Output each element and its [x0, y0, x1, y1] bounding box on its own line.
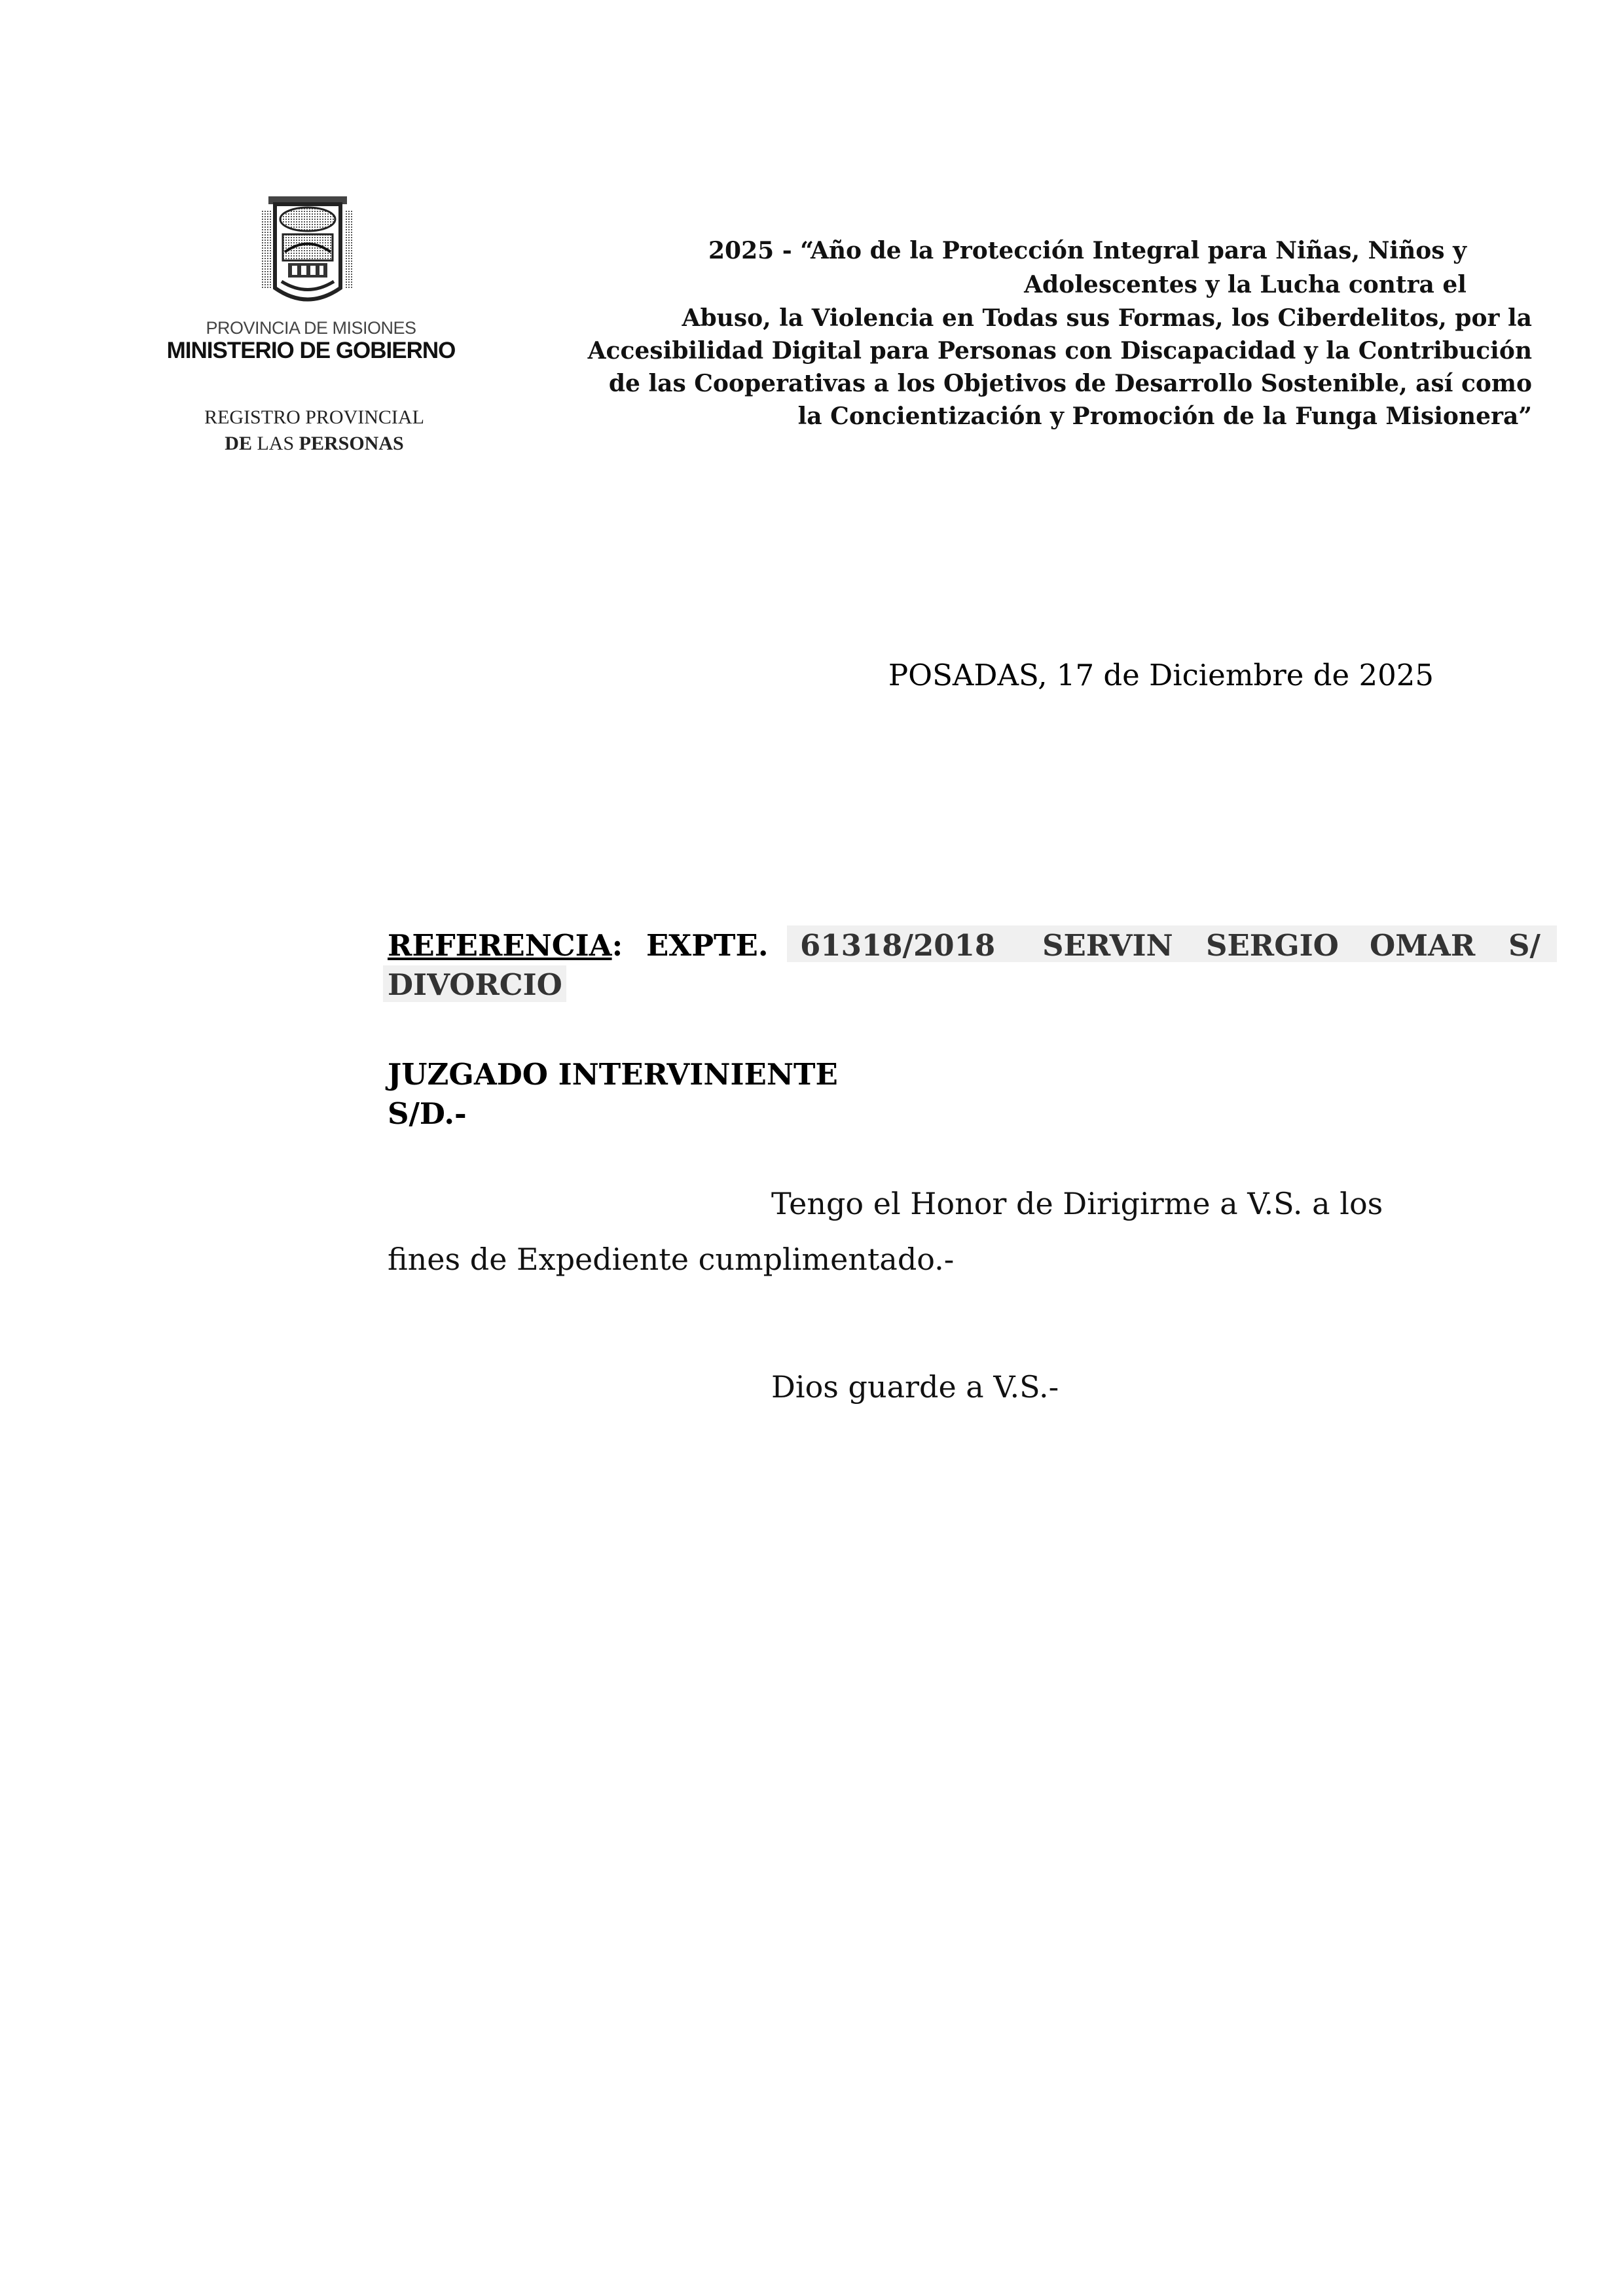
registro-line2: DE LAS PERSONAS [225, 433, 404, 454]
reference-label: REFERENCIA: [388, 928, 623, 963]
reference-sobre: S/ [1508, 928, 1541, 963]
closing-line: Dios guarde a V.S.- [771, 1369, 1059, 1405]
reference-subject: DIVORCIO [388, 967, 562, 1002]
reference-line [388, 928, 1553, 963]
motto-line-1: 2025 - “Año de la Protección Integral para Niñas, Niños y [708, 237, 1467, 264]
provincial-seal-icon [249, 190, 367, 314]
reference-expte: EXPTE. [646, 928, 769, 963]
motto-line-5: de las Cooperativas a los Objetivos de Desarrollo Sostenible, así como [608, 370, 1532, 397]
body-line-2: fines de Expediente cumplimentado.- [388, 1242, 955, 1277]
motto-line-2: Adolescentes y la Lucha contra el [1024, 271, 1467, 298]
motto-line-3: Abuso, la Violencia en Todas sus Formas, los Ciberdelitos, por la [682, 304, 1532, 332]
recipient-court: JUZGADO INTERVINIENTE [388, 1057, 838, 1092]
registro-caption [151, 404, 478, 457]
recipient-block [388, 1055, 838, 1134]
logo-province-text: PROVINCIA DE MISIONES [206, 318, 416, 338]
letter-date: POSADAS, 17 de Diciembre de 2025 [888, 658, 1434, 692]
ministry-logo [157, 190, 465, 373]
reference-number: 61318/2018 [800, 928, 996, 963]
reference-first-name: SERGIO [1206, 928, 1339, 963]
recipient-sd: S/D.- [388, 1096, 467, 1131]
logo-ministry-text: MINISTERIO DE GOBIERNO [166, 338, 456, 363]
reference-surname: SERVIN [1042, 928, 1173, 963]
registro-line1: REGISTRO PROVINCIAL [204, 406, 424, 428]
body-line-1: Tengo el Honor de Dirigirme a V.S. a los [771, 1186, 1383, 1221]
motto-line-6: la Concientización y Promoción de la Funga Misionera” [797, 403, 1532, 430]
reference-middle-name: OMAR [1370, 928, 1476, 963]
motto-line-4: Accesibilidad Digital para Personas con Discapacidad y la Contribución [587, 337, 1532, 365]
